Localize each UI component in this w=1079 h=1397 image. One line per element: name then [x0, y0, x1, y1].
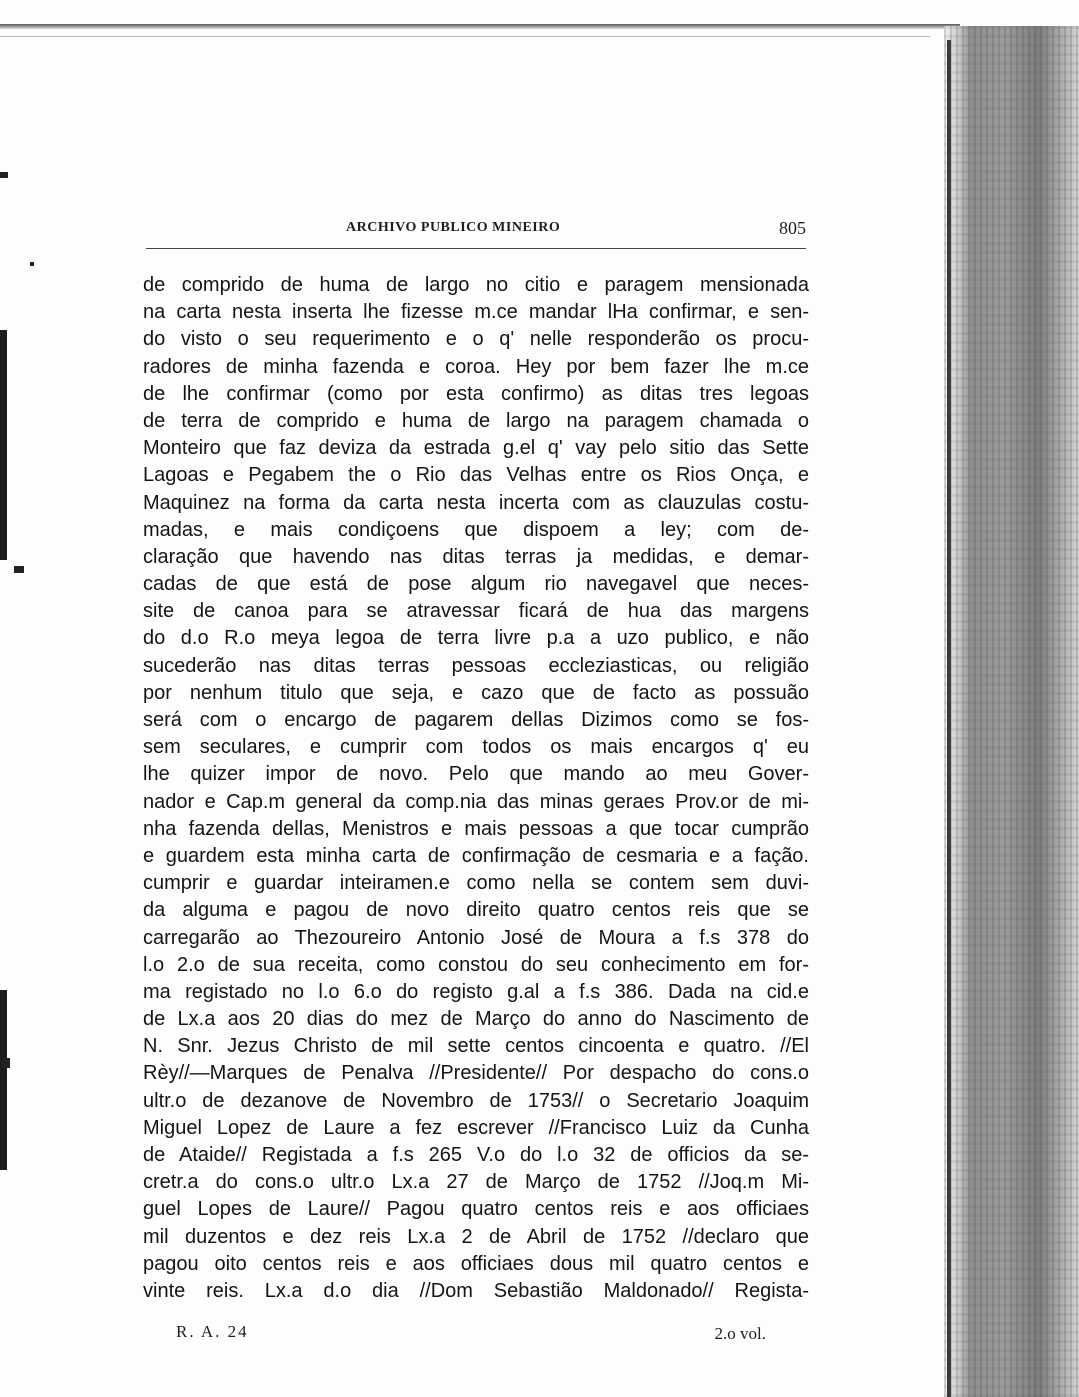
scan-speck	[0, 172, 8, 178]
text-line: guel Lopes de Laure// Pagou quatro centos reis e aos officiaes	[143, 1198, 809, 1221]
text-line: e guardem esta minha carta de confirmação de cesmaria e a fação.	[143, 844, 809, 867]
scan-speck	[30, 262, 34, 266]
signature-mark-right: 2.o vol.	[714, 1324, 766, 1343]
text-line: site de canoa para se atravessar ficará de hua das margens	[143, 600, 809, 623]
text-line: N. Snr. Jezus Christo de mil sette centos cincoenta e quatro. //El	[143, 1035, 809, 1058]
text-line: cumprir e guardar inteiramen.e como nella se contem sem duvi-	[143, 872, 809, 895]
page-header	[146, 212, 806, 242]
text-line: lhe quizer impor de novo. Pelo que mando ao meu Gover-	[143, 763, 809, 786]
text-line: claração que havendo nas ditas terras ja medidas, e demar-	[143, 545, 809, 568]
text-line: de terra de comprido e huma de largo na paragem chamada o	[143, 409, 809, 432]
page-number: 805	[779, 218, 806, 238]
running-head: ARCHIVO PUBLICO MINEIRO	[346, 220, 561, 235]
text-line: de Lx.a aos 20 dias do mez de Março do anno do Nascimento de	[143, 1008, 809, 1031]
text-line: Maquinez na forma da carta nesta incerta com as clauzulas costu-	[143, 491, 809, 514]
left-scan-margin-mark	[0, 330, 7, 560]
text-line: pagou oito centos reis e aos officiaes dous mil quatro centos e	[143, 1252, 809, 1275]
text-line: nador e Cap.m general da comp.nia das minas geraes Prov.or de mi-	[143, 790, 809, 813]
left-scan-margin-mark	[0, 990, 7, 1170]
text-line: por nenhum titulo que seja, e cazo que de facto as possuão	[143, 681, 809, 704]
scan-speck	[14, 566, 24, 573]
text-line: Monteiro que faz deviza da estrada g.el q' vay pelo sitio das Sette	[143, 437, 809, 460]
text-line: l.o 2.o de sua receita, como constou do seu conhecimento em for-	[143, 953, 809, 976]
text-line: sucederão nas ditas terras pessoas eccleziasticas, ou religião	[143, 654, 809, 677]
page-footer	[146, 1322, 766, 1346]
text-line: nha fazenda dellas, Menistros e mais pessoas a que tocar cumprão	[143, 817, 809, 840]
text-line: na carta nesta inserta lhe fizesse m.ce mandar lHa confirmar, e sen-	[143, 301, 809, 324]
text-line: Lagoas e Pegabem the o Rio das Velhas entre os Rios Onça, e	[143, 464, 809, 487]
text-line: será com o encargo de pagarem dellas Dizimos como se fos-	[143, 709, 809, 731]
book-spine-edge	[944, 26, 1079, 1397]
text-line: carregarão ao Thezoureiro Antonio José de Moura a f.s 378 do	[143, 926, 809, 949]
text-line: de comprido de huma de largo no citio e paragem mensionada	[143, 274, 809, 296]
text-line: Rèy//—Marques de Penalva //Presidente// Por despacho do cons.o	[143, 1062, 809, 1085]
text-line: madas, e mais condiçoens que dispoem a ley; com de-	[143, 518, 809, 541]
text-line: Miguel Lopez de Laure a fez escrever //Francisco Luiz da Cunha	[143, 1116, 809, 1139]
book-spine-fold	[947, 40, 951, 1397]
page-top-edge-line	[0, 36, 930, 37]
text-line: ma registado no l.o 6.o do registo g.al a f.s 386. Dada na cid.e	[143, 980, 809, 1003]
page-top-edge-shadow	[0, 24, 960, 29]
text-line: cretr.a do cons.o ultr.o Lx.a 27 de Março de 1752 //Joq.m Mi-	[143, 1171, 809, 1194]
text-line: de Ataide// Registada a f.s 265 V.o do l.o 32 de officios da se-	[143, 1144, 809, 1166]
text-line: do d.o R.o meya legoa de terra livre p.a a uzo publico, e não	[143, 627, 809, 650]
text-line: do visto o seu requerimento e o q' nelle responderão os procu-	[143, 328, 809, 351]
text-line: de lhe confirmar (como por esta confirmo) as ditas tres legoas	[143, 382, 809, 405]
signature-mark-left: R. A. 24	[176, 1322, 249, 1341]
text-line: mil duzentos e dez reis Lx.a 2 de Abril de 1752 //declaro que	[143, 1225, 809, 1248]
text-line: vinte reis. Lx.a d.o dia //Dom Sebastião Maldonado// Regista-	[143, 1279, 809, 1302]
body-text	[143, 272, 809, 1305]
scan-speck	[2, 1058, 10, 1068]
text-line: ultr.o de dezanove de Novembro de 1753// o Secretario Joaquim	[143, 1089, 809, 1112]
text-line: cadas de que está de pose algum rio navegavel que neces-	[143, 573, 809, 596]
header-rule	[146, 248, 806, 249]
text-line: radores de minha fazenda e coroa. Hey por bem fazer lhe m.ce	[143, 355, 809, 378]
text-line: da alguma e pagou de novo direito quatro centos reis que se	[143, 899, 809, 922]
text-line: sem seculares, e cumprir com todos os mais encargos q' eu	[143, 736, 809, 759]
